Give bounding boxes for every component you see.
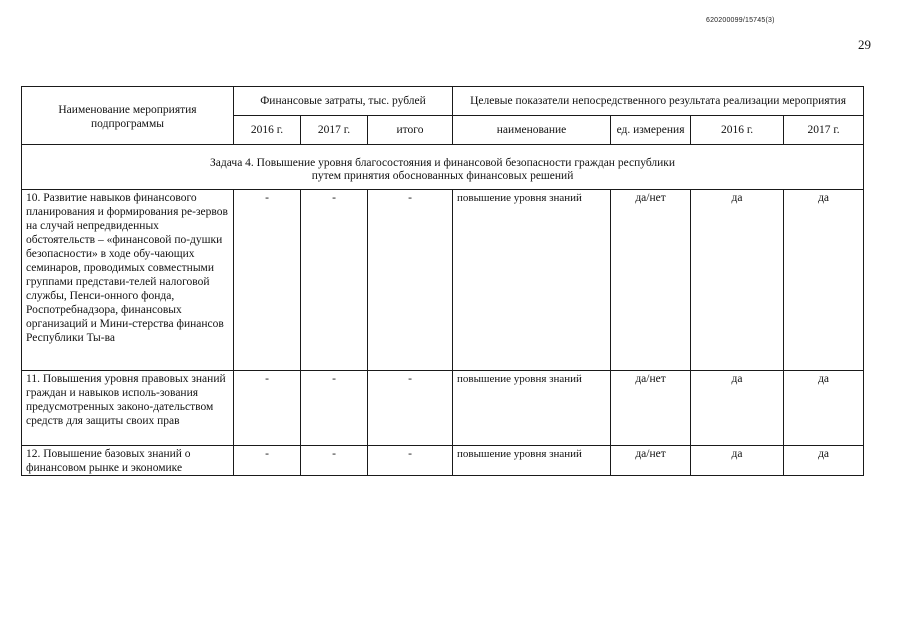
indicator-cell: повышение уровня знаний: [453, 446, 611, 476]
value-2016-cell: да: [691, 371, 784, 446]
header-indicator-name: наименование: [453, 116, 611, 145]
cost-total-cell: -: [368, 371, 453, 446]
document-code: 620200099/15745(3): [706, 17, 775, 24]
cost-2017-cell: -: [301, 190, 368, 371]
value-2016-cell: да: [691, 190, 784, 371]
task-heading-line-2: путем принятия обоснованных финансовых решений: [311, 170, 574, 182]
cost-2017-cell: -: [301, 371, 368, 446]
unit-cell: да/нет: [611, 190, 691, 371]
header-cost-2016: 2016 г.: [234, 116, 301, 145]
indicator-cell: повышение уровня знаний: [453, 190, 611, 371]
table-row: [22, 371, 864, 446]
header-indicator-2016: 2016 г.: [691, 116, 784, 145]
activity-cell: 11. Повышения уровня правовых знаний граждан и навыков исполь-зования предусмотренных законо-дательством средств для защиты своих прав: [22, 371, 234, 446]
cost-2016-cell: -: [234, 190, 301, 371]
unit-cell: да/нет: [611, 446, 691, 476]
activity-cell: 12. Повышение базовых знаний о финансовом рынке и экономике: [22, 446, 234, 476]
cost-total-cell: -: [368, 190, 453, 371]
value-2017-cell: да: [784, 190, 864, 371]
table-row: [22, 446, 864, 476]
value-2016-cell: да: [691, 446, 784, 476]
cost-2016-cell: -: [234, 446, 301, 476]
cost-total-cell: -: [368, 446, 453, 476]
header-cost-total: итого: [368, 116, 453, 145]
table-row: [22, 190, 864, 371]
header-financial-costs: Финансовые затраты, тыс. рублей: [234, 87, 453, 116]
value-2017-cell: да: [784, 446, 864, 476]
header-unit: ед. измерения: [611, 116, 691, 145]
header-activity-name: Наименование мероприятия подпрограммы: [22, 87, 234, 145]
activity-cell: 10. Развитие навыков финансового планирования и формирования ре-зервов на случай непредвиденных обстоятельств – «финансовой по-душки безопасности» в ходе обу-чающих семинаров, проводимых совместными группами представи-телей налоговой службы, Пенси-онного фонда, Роспотребнадзора, финансовых организаций и Мини-стерства финансов Республики Ты-ва: [22, 190, 234, 371]
task-heading: [22, 145, 864, 190]
header-indicator-2017: 2017 г.: [784, 116, 864, 145]
indicator-cell: повышение уровня знаний: [453, 371, 611, 446]
cost-2017-cell: -: [301, 446, 368, 476]
cost-2016-cell: -: [234, 371, 301, 446]
program-activities-table: [21, 86, 864, 476]
value-2017-cell: да: [784, 371, 864, 446]
unit-cell: да/нет: [611, 371, 691, 446]
header-target-indicators: Целевые показатели непосредственного результата реализации мероприятия: [453, 87, 864, 116]
task-heading-line-1: Задача 4. Повышение уровня благосостояния и финансовой безопасности граждан республики: [210, 157, 676, 169]
header-cost-2017: 2017 г.: [301, 116, 368, 145]
page-number: 29: [858, 37, 871, 52]
